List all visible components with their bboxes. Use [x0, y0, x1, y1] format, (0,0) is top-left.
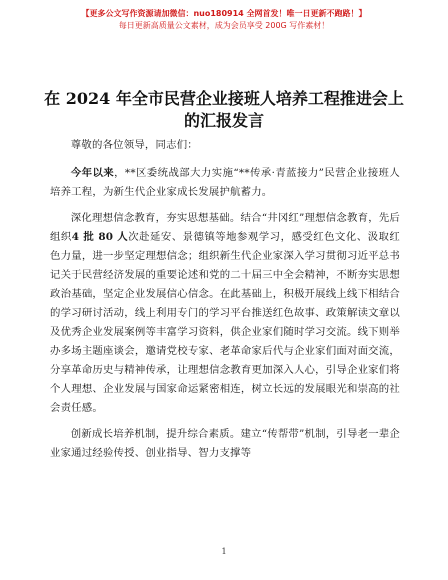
paragraph-1-text: ，**区委统战部大力实施“**传承·青蓝接力”民营企业接班人培养工程，为新生代企业家成长发展护航蓄力。	[50, 167, 400, 198]
greeting: 尊敬的各位领导，同志们：	[70, 139, 198, 151]
paragraph-1-lead: 今年以来	[70, 167, 115, 179]
paragraph-2-text-b: 次赴延安、景德镇等地参观学习，感受红色文化、汲取红色力量，进一步坚定理想信念；组织新生代企业家深入学习贯彻习近平总书记关于民营经济发展的重要论述和党的二十届三中全会精神，不断夯实思想政治基础，坚定企业发展信心信念。在此基础上，积极开展线上线下相结合的学习研讨活动，线上利用专门的学习平台推送红色故事、政策解读文章以及优秀企业发展案例等丰富学习资料，供企业家们随时学习交流。线下则举办多场主题座谈会，邀请党校专家、老革命家后代与企业家们面对面交流，分享革命历史与精神传承，让理想信念教育更加深入人心，引导企业家们将个人理想、企业发展与国家命运紧密相连，树立长远的发展眼光和崇高的社会责任感。	[50, 231, 401, 414]
paragraph-2	[50, 209, 400, 418]
paragraph-1	[50, 164, 400, 202]
promo-banner	[0, 8, 448, 32]
promo-banner-line1: 【更多公文写作资源请加微信：nuo180914 全网首发！唯一日更新不跑路！】	[81, 9, 367, 18]
promo-banner-line2: 每日更新高质量公文素材，成为会员享受 200G 写作素材！	[118, 21, 330, 30]
paragraph-2-text-a: 深化理想信念教育，夯实思想基础。结合“井冈红”理想信念教育，先后组织	[50, 212, 400, 243]
page-number: 1	[221, 547, 227, 556]
document-body	[50, 136, 400, 470]
paragraph-3: 创新成长培养机制，提升综合素质。建立“传帮带”机制，引导老一辈企业家通过经验传授、创业指导、智力支撑等	[50, 428, 400, 459]
paragraph-2-bold: 4 批 80 人	[71, 231, 129, 243]
document-title: 在 2024 年全市民营企业接班人培养工程推进会上的汇报发言	[44, 89, 404, 130]
